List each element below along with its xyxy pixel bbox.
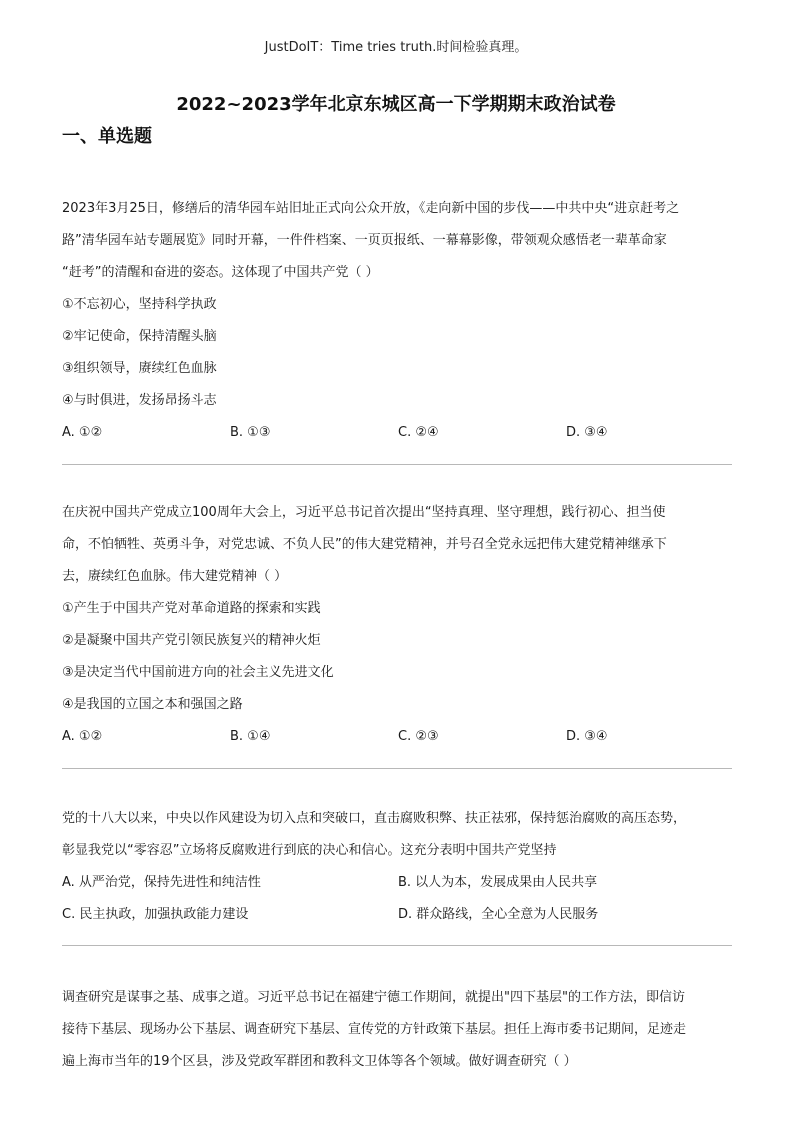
option-b[interactable]: B. 以人为本，发展成果由人民共享 [398, 875, 598, 890]
divider [62, 945, 732, 946]
question-1-item: ③组织领导，赓续红色血脉 [62, 361, 217, 376]
option-b[interactable]: B. ①③ [230, 425, 271, 440]
option-a[interactable]: A. 从严治党，保持先进性和纯洁性 [62, 875, 261, 890]
question-2-stem-line: 在庆祝中国共产党成立100周年大会上，习近平总书记首次提出“坚持真理、坚守理想，践行初心、担当使 [62, 505, 666, 520]
question-1-item: ④与时俱进，发扬昂扬斗志 [62, 393, 217, 408]
question-1-stem-line: 2023年3月25日，修缮后的清华园车站旧址正式向公众开放，《走向新中国的步伐——中共中央“进京赶考之 [62, 201, 680, 216]
section-title: 一、单选题 [62, 126, 152, 147]
question-2-item: ③是决定当代中国前进方向的社会主义先进文化 [62, 665, 334, 680]
option-c[interactable]: C. ②④ [398, 425, 439, 440]
question-1-options [62, 417, 734, 449]
question-4-stem-line: 遍上海市当年的19个区县，涉及党政军群团和教科文卫体等各个领域。做好调查研究（ ） [62, 1054, 577, 1069]
question-2 [62, 497, 734, 753]
question-1-item: ①不忘初心，坚持科学执政 [62, 297, 217, 312]
question-2-options [62, 721, 734, 753]
header-note: JustDoIT：Time tries truth.时间检验真理。 [264, 40, 528, 55]
option-d[interactable]: D. ③④ [566, 729, 608, 744]
divider [62, 768, 732, 769]
option-b[interactable]: B. ①④ [230, 729, 271, 744]
question-3-options-row [62, 867, 734, 899]
question-4 [62, 982, 734, 1078]
option-d[interactable]: D. ③④ [566, 425, 608, 440]
question-2-stem-line: 去，赓续红色血脉。伟大建党精神（ ） [62, 569, 288, 584]
option-c[interactable]: C. ②③ [398, 729, 439, 744]
option-a[interactable]: A. ①② [62, 729, 103, 744]
question-2-stem-line: 命，不怕牺牲、英勇斗争，对党忠诚、不负人民”的伟大建党精神，并号召全党永远把伟大建党精神继承下 [62, 537, 667, 552]
option-c[interactable]: C. 民主执政，加强执政能力建设 [62, 907, 249, 922]
question-1-item: ②牢记使命，保持清醒头脑 [62, 329, 217, 344]
question-3-stem-line: 彰显我党以“零容忍”立场将反腐败进行到底的决心和信心。这充分表明中国共产党坚持 [62, 843, 557, 858]
question-2-item: ④是我国的立国之本和强国之路 [62, 697, 243, 712]
question-3-options-row [62, 899, 734, 931]
question-3 [62, 803, 734, 931]
question-2-item: ②是凝聚中国共产党引领民族复兴的精神火炬 [62, 633, 321, 648]
question-2-item: ①产生于中国共产党对革命道路的探索和实践 [62, 601, 321, 616]
option-a[interactable]: A. ①② [62, 425, 103, 440]
option-d[interactable]: D. 群众路线，全心全意为人民服务 [398, 907, 599, 922]
document-title: 2022~2023学年北京东城区高一下学期期末政治试卷 [176, 94, 616, 115]
divider [62, 464, 732, 465]
question-4-stem-line: 调查研究是谋事之基、成事之道。习近平总书记在福建宁德工作期间，就提出"四下基层"的工作方法，即信访 [62, 990, 685, 1005]
question-4-stem-line: 接待下基层、现场办公下基层、调查研究下基层、宣传党的方针政策下基层。担任上海市委书记期间，足迹走 [62, 1022, 687, 1037]
question-1 [62, 193, 734, 449]
question-3-stem-line: 党的十八大以来，中央以作风建设为切入点和突破口，直击腐败积弊、扶正祛邪，保持惩治腐败的高压态势， [62, 811, 687, 826]
question-1-stem-line: “赶考”的清醒和奋进的姿态。这体现了中国共产党（ ） [62, 265, 379, 280]
question-1-stem-line: 路”清华园车站专题展览》同时开幕，一件件档案、一页页报纸、一幕幕影像，带领观众感悟老一辈革命家 [62, 233, 667, 248]
